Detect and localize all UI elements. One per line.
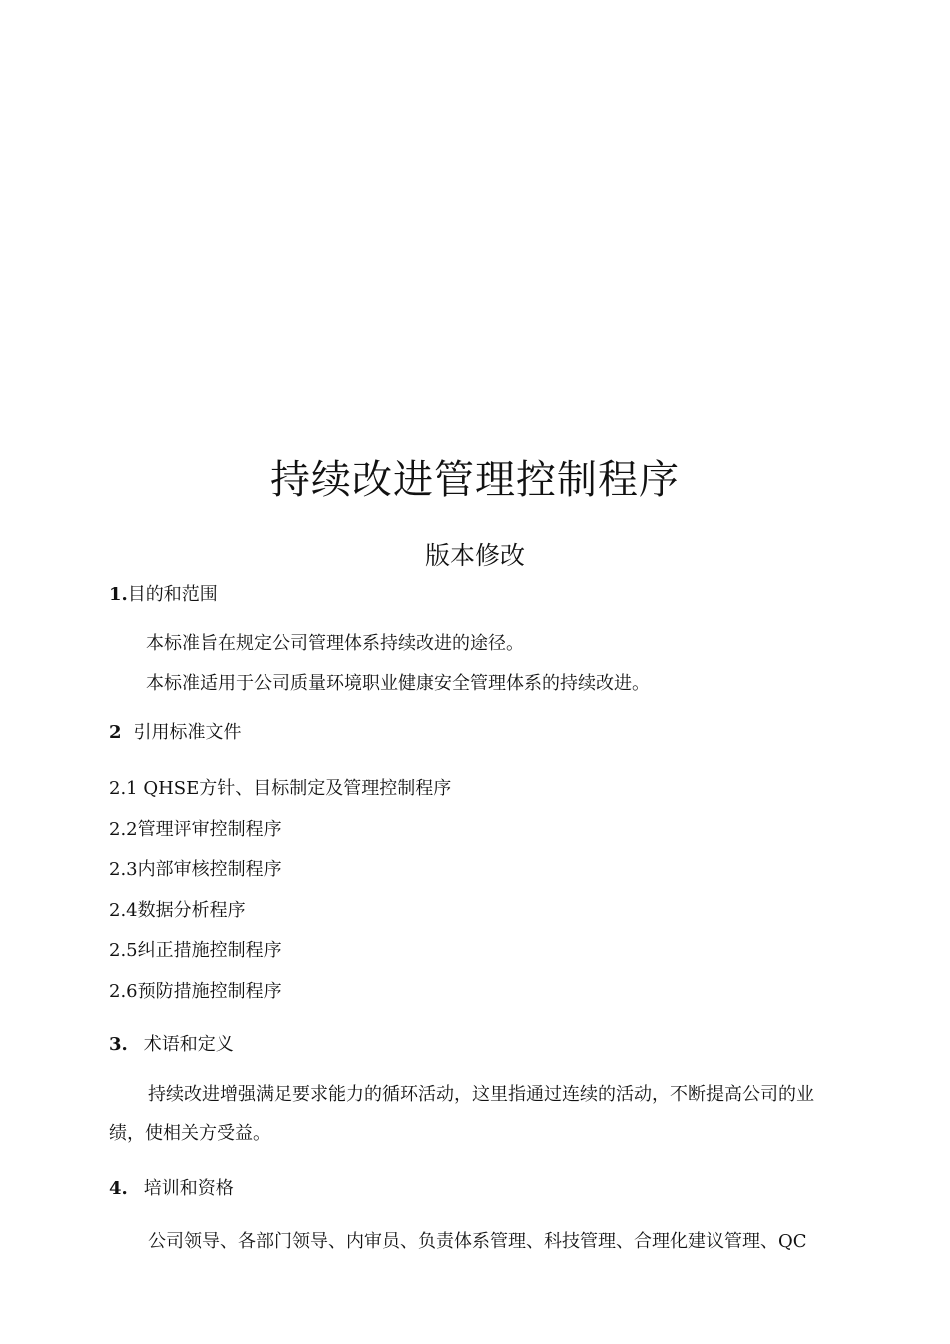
section-4-heading <box>109 1174 234 1200</box>
document-title: 持续改进管理控制程序 <box>270 457 680 503</box>
section-4-para-line-1: 公司领导、各部门领导、内审员、负责体系管理、科技管理、合理化建议管理、QC <box>148 1231 807 1252</box>
section-2-title: 引用标准文件 <box>133 722 242 743</box>
section-3-title: 术语和定义 <box>143 1034 234 1055</box>
section-1-heading <box>109 580 218 606</box>
section-4-title: 培训和资格 <box>143 1178 234 1199</box>
section-1-para-1: 本标准旨在规定公司管理体系持续改进的途径。 <box>146 633 524 654</box>
reference-item-6: 2.6预防措施控制程序 <box>109 981 282 1002</box>
reference-item-4: 2.4数据分析程序 <box>109 900 246 921</box>
reference-item-5: 2.5纠正措施控制程序 <box>109 940 282 961</box>
section-1-number: 1. <box>109 584 128 605</box>
reference-item-2: 2.2管理评审控制程序 <box>109 819 282 840</box>
section-1-para-2: 本标准适用于公司质量环境职业健康安全管理体系的持续改进。 <box>146 673 650 694</box>
section-2-number: 2 <box>109 722 122 743</box>
section-3-number: 3. <box>109 1034 128 1055</box>
reference-item-3: 2.3内部审核控制程序 <box>109 859 282 880</box>
section-4-number: 4. <box>109 1178 128 1199</box>
section-2-heading <box>109 718 242 744</box>
section-1-title: 目的和范围 <box>127 584 218 605</box>
section-3-para-line-1: 持续改进增强满足要求能力的循环活动，这里指通过连续的活动，不断提高公司的业 <box>148 1084 814 1105</box>
section-3-heading <box>109 1030 234 1056</box>
reference-item-1: 2.1 QHSE方针、目标制定及管理控制程序 <box>109 778 452 799</box>
document-subtitle: 版本修改 <box>424 541 525 570</box>
section-3-para-line-2: 绩，使相关方受益。 <box>109 1123 271 1144</box>
